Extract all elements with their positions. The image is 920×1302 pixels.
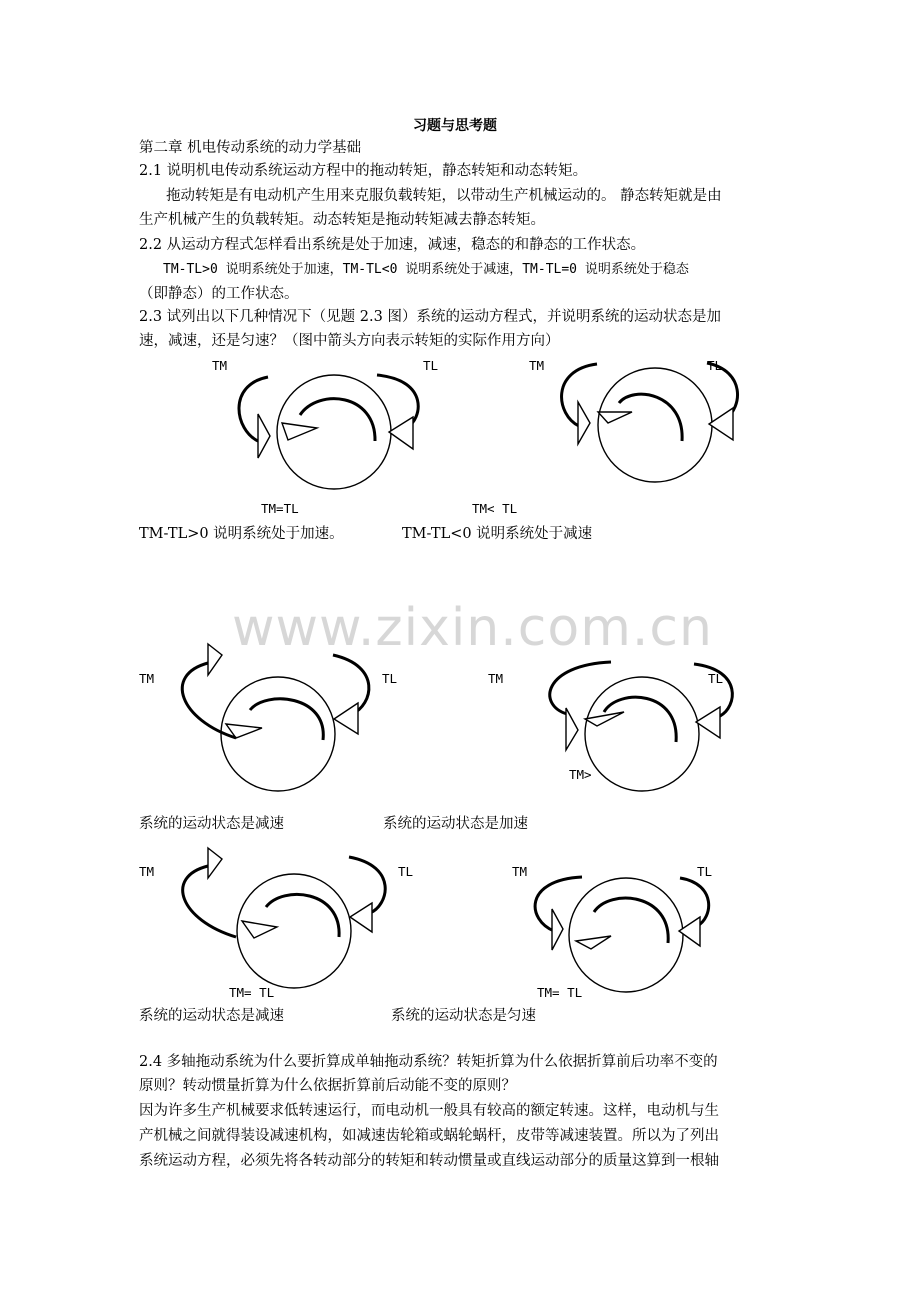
q22-answer-line2: （即静态）的工作状态。 xyxy=(139,286,299,302)
q24-question-line2: 原则？转动惯量折算为什么依据折算前后动能不变的原则？ xyxy=(139,1078,516,1094)
q23-question-line1: 2.3 试列出以下几种情况下（见题 2.3 图）系统的运动方程式，并说明系统的运动状态是加 xyxy=(139,309,721,325)
diagram-3 xyxy=(182,644,369,791)
d3-tm-arrowhead xyxy=(208,644,222,675)
q22-answer-line1: TM-TL>0 说明系统处于加速，TM-TL<0 说明系统处于减速，TM-TL=0 说明系统处于稳态 xyxy=(163,262,689,277)
q24-question-line1: 2.4 多轴拖动系统为什么要折算成单轴拖动系统？转矩折算为什么依据折算前后功率不变的 xyxy=(139,1054,718,1070)
row3-right-caption: 系统的运动状态是匀速 xyxy=(391,1008,536,1024)
q21-answer-line2: 生产机械产生的负载转矩。动态转矩是拖动转矩减去静态转矩。 xyxy=(139,212,545,228)
d5-tl-arrow xyxy=(349,857,385,913)
d2-wheel xyxy=(598,368,712,482)
page-title: 习题与思考题 xyxy=(413,118,497,134)
d5-tm-label: TM xyxy=(139,864,155,879)
d4-tm-arrowhead xyxy=(566,708,578,750)
q21-answer-line1: 拖动转矩是有电动机产生用来克服负载转矩，以带动生产机械运动的。 静态转矩就是由 xyxy=(166,188,722,204)
d4-equation: TM> xyxy=(569,767,592,782)
d4-tm-label: TM xyxy=(488,671,504,686)
d2-tm-label: TM xyxy=(529,358,545,373)
diagram-6 xyxy=(535,877,709,992)
diagram-4 xyxy=(550,662,733,791)
d3-tm-label: TM xyxy=(139,671,155,686)
d2-equation: TM< TL xyxy=(472,501,518,516)
d5-equation: TM= TL xyxy=(229,985,275,1000)
row1-right-caption: TM-TL<0 说明系统处于减速 xyxy=(402,526,593,542)
q24-answer-line1: 因为许多生产机械要求低转速运行，而电动机一般具有较高的额定转速。这样，电动机与生 xyxy=(139,1103,719,1119)
d2-tl-arrowhead xyxy=(709,408,733,440)
d3-tl-arrowhead xyxy=(334,703,358,734)
d3-tl-arrow xyxy=(333,655,369,714)
d5-tm-arrowhead xyxy=(208,848,222,878)
diagram-2 xyxy=(562,363,738,482)
d1-tm-arrowhead xyxy=(258,414,270,458)
d5-tl-label: TL xyxy=(398,864,414,879)
q23-question-line2: 速，减速，还是匀速？（图中箭头方向表示转矩的实际作用方向） xyxy=(139,333,560,349)
row2-right-caption: 系统的运动状态是加速 xyxy=(383,816,528,832)
d4-tl-label: TL xyxy=(708,671,724,686)
row1-left-caption: TM-TL>0 说明系统处于加速。 xyxy=(139,526,344,542)
q22-question: 2.2 从运动方程式怎样看出系统是处于加速，减速，稳态的和静态的工作状态。 xyxy=(139,237,646,253)
d6-tl-arrow xyxy=(680,878,709,926)
row3-left-caption: 系统的运动状态是减速 xyxy=(139,1008,284,1024)
row2-left-caption: 系统的运动状态是减速 xyxy=(139,816,284,832)
d1-tl-label: TL xyxy=(423,358,439,373)
chapter-heading: 第二章 机电传动系统的动力学基础 xyxy=(139,140,362,156)
d4-tl-arrow xyxy=(694,664,732,716)
q24-answer-line3: 系统运动方程，必须先将各转动部分的转矩和转动惯量或直线运动部分的质量这算到一根轴 xyxy=(139,1153,719,1169)
q24-answer-line2: 产机械之间就得装设减速机构，如减速齿轮箱或蜗轮蜗杆，皮带等减速装置。所以为了列出 xyxy=(139,1128,719,1144)
d6-equation: TM= TL xyxy=(537,985,583,1000)
diagram-5 xyxy=(183,848,385,988)
d1-equation: TM=TL xyxy=(261,501,299,516)
d4-wheel xyxy=(585,677,699,791)
q21-question: 2.1 说明机电传动系统运动方程中的拖动转矩，静态转矩和动态转矩。 xyxy=(139,163,588,179)
d6-tm-label: TM xyxy=(512,864,528,879)
d6-wheel xyxy=(569,878,683,992)
d2-tl-label: TL xyxy=(707,358,723,373)
diagram-1 xyxy=(239,375,418,489)
d6-tl-label: TL xyxy=(697,864,713,879)
d3-tl-label: TL xyxy=(382,671,398,686)
d1-tl-arrowhead xyxy=(389,417,413,449)
d6-tm-arrowhead xyxy=(552,909,563,950)
d5-tl-arrowhead xyxy=(350,903,372,932)
watermark: www.zixin.com.cn xyxy=(232,598,713,658)
d2-tm-arrowhead xyxy=(578,402,590,444)
d1-tm-label: TM xyxy=(212,358,228,373)
